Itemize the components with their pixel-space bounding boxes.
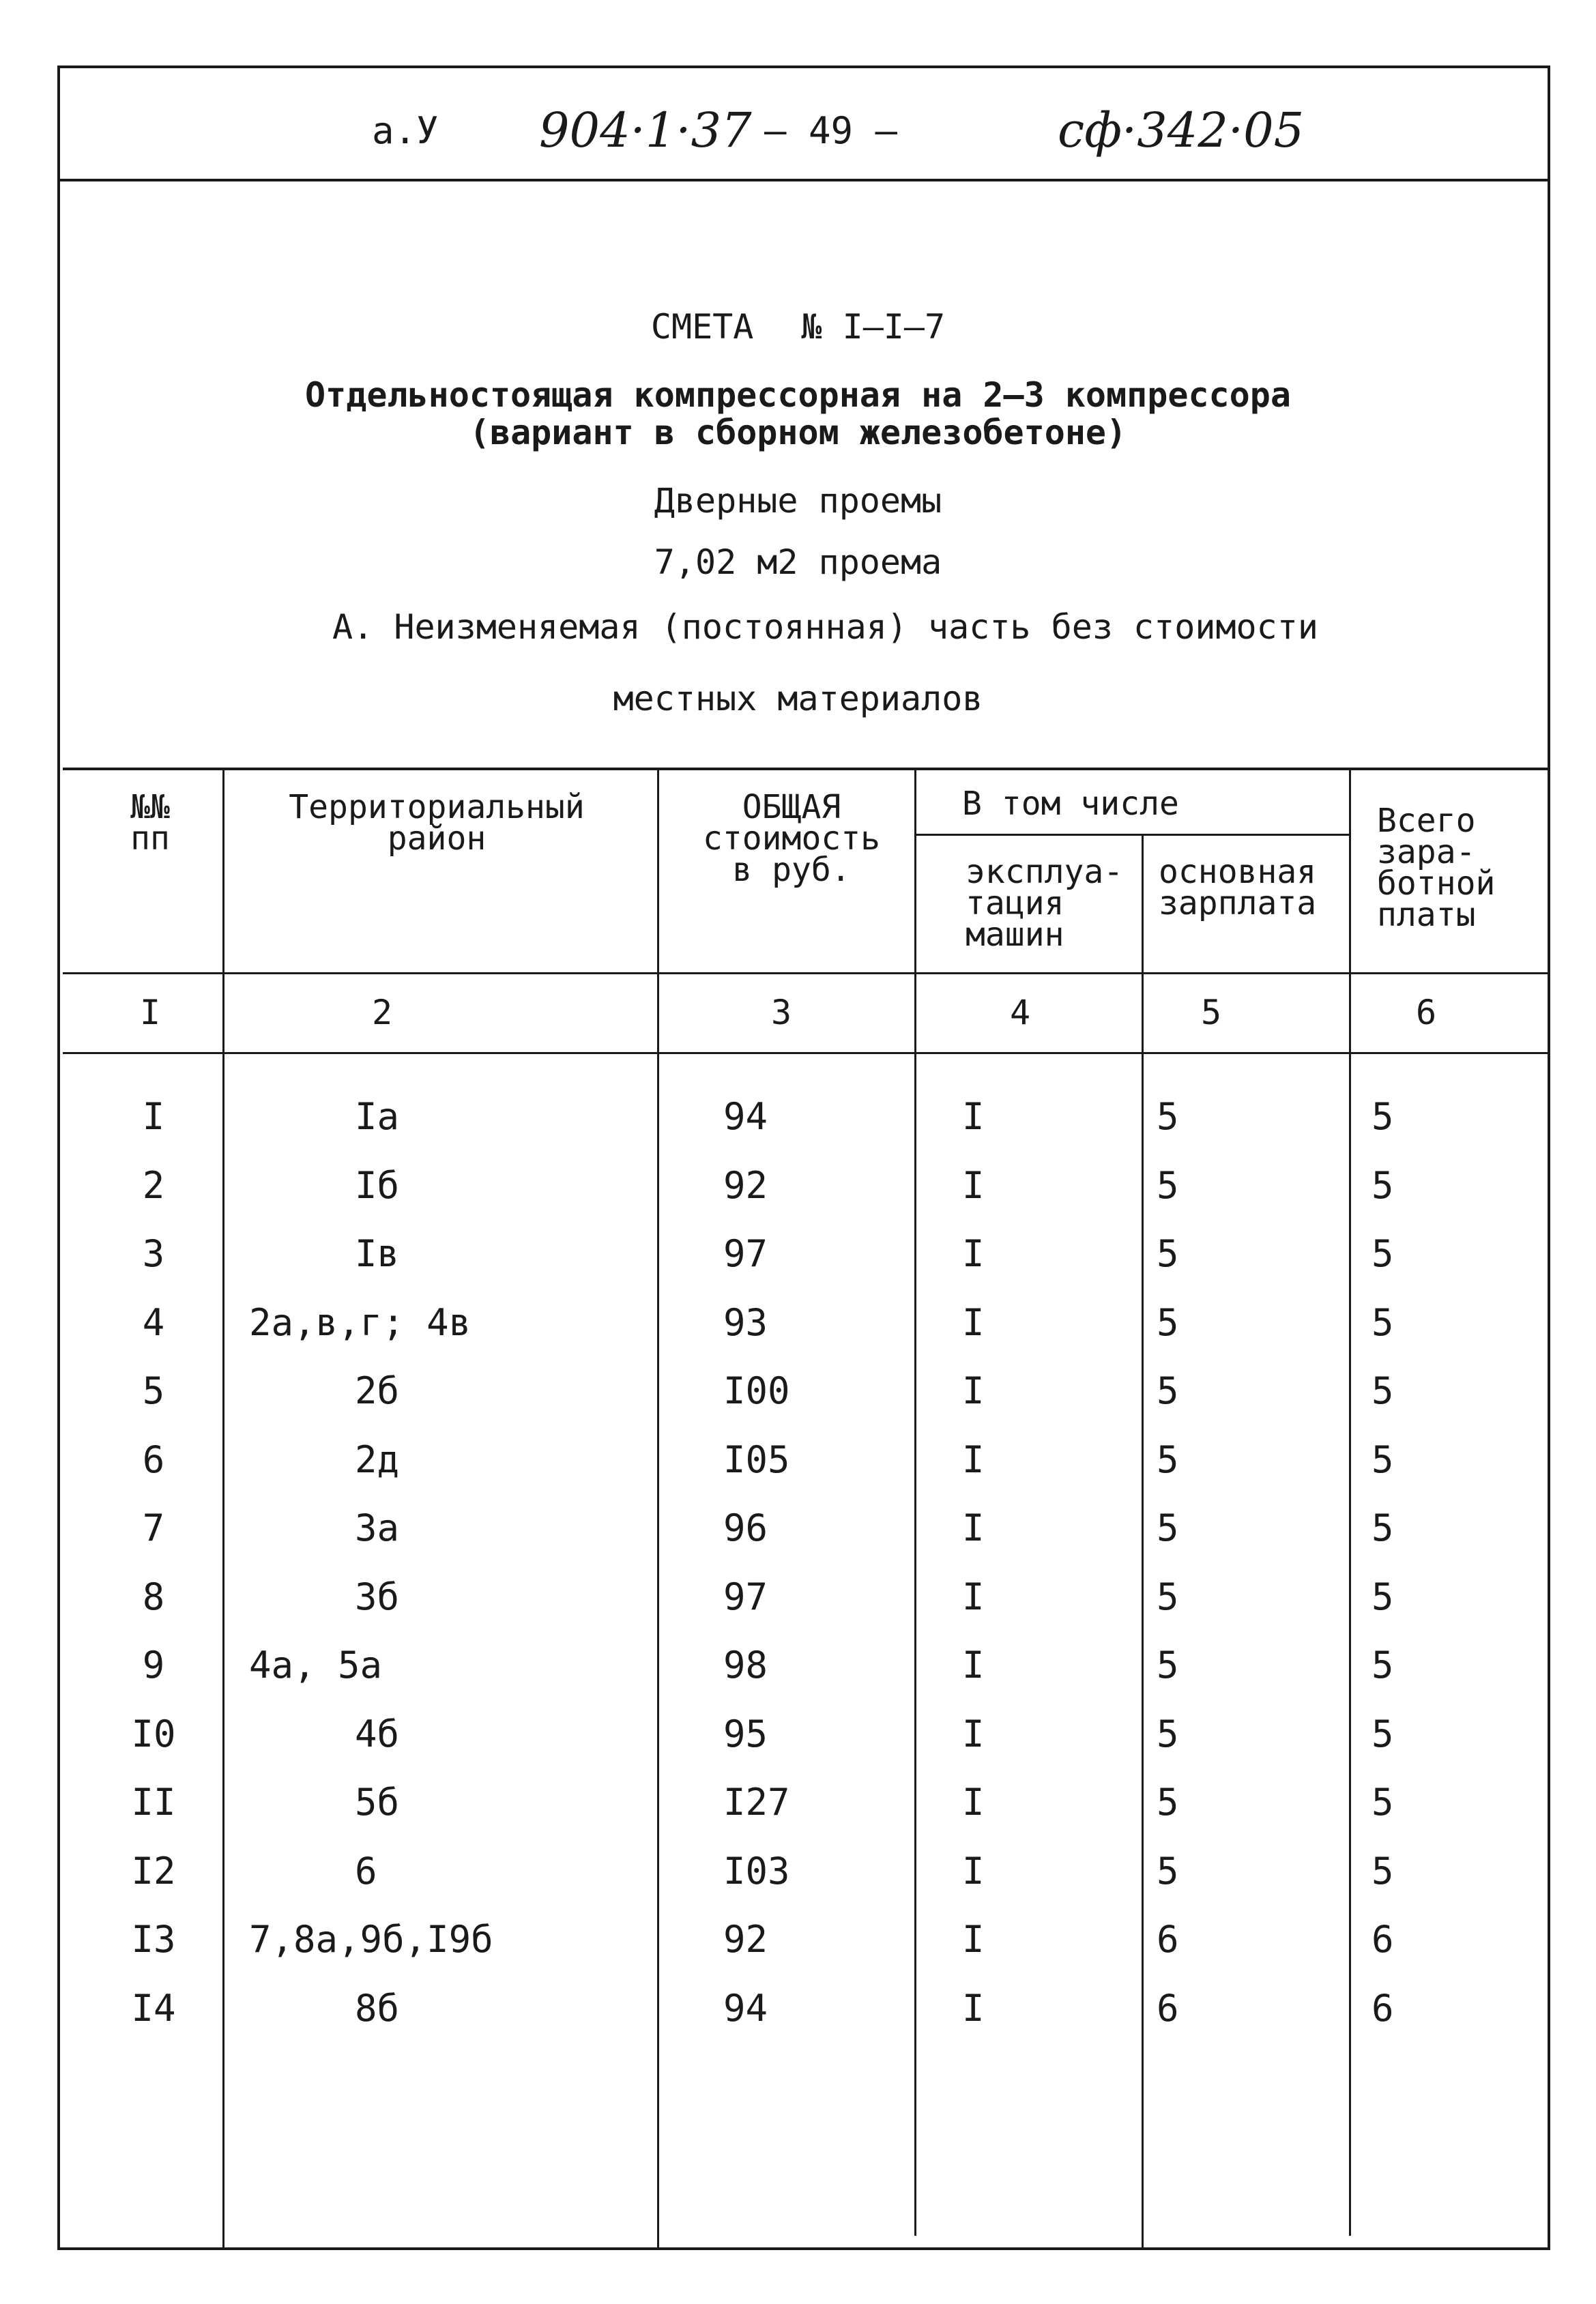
col-divider-4 [1142,834,1144,2250]
col-divider-5 [1349,769,1351,2236]
header-wage-line2: зарплата [1159,884,1317,922]
header-cost-line2: стоимость [702,819,881,858]
row-machines: I [962,1575,985,1618]
column-number-2: 2 [371,993,393,1032]
row-number: 4 [142,1301,165,1344]
row-cost: 95 [723,1712,768,1755]
row-cost: 94 [723,1987,768,2030]
document-code: сф·342·05 [1058,102,1305,158]
row-machines: I [962,1506,985,1549]
row-number: I [142,1095,165,1138]
row-number: 3 [142,1232,165,1275]
col-divider-3 [914,769,916,2236]
estimate-label: СМЕТА [650,307,754,347]
header-num-line1: №№ [130,788,170,826]
row-cost: 92 [723,1918,768,1961]
row-number: 8 [142,1575,165,1618]
row-region: 2б [355,1369,400,1412]
table-top-border [63,768,1550,770]
row-region: 4а, 5а [249,1644,383,1687]
header-total-line1: Всего [1377,802,1476,840]
header-wage-line1: основная [1159,853,1317,891]
header-total-line2: зара- [1377,833,1476,871]
header-region-line2: район [387,819,487,858]
header-cost-line1: ОБЩАЯ [742,788,841,826]
column-number-5: 5 [1200,993,1222,1032]
header-total-line4: платы [1377,896,1476,934]
row-cost: I03 [723,1850,790,1893]
row-machines: I [962,1369,985,1412]
row-number: 6 [142,1438,165,1481]
row-total-wage: 5 [1372,1781,1394,1824]
header-region-line1: Территориальный [289,788,585,826]
row-wage: 5 [1157,1232,1179,1275]
row-number: II [131,1781,176,1824]
row-wage: 5 [1157,1301,1179,1344]
object-line-1: Отдельностоящая компрессорная на 2–3 компрессора [305,375,1291,415]
row-wage: 5 [1157,1781,1179,1824]
row-number: I2 [131,1850,176,1893]
estimate-number: № I–I–7 [801,307,946,347]
row-region: 8б [355,1987,400,2030]
row-number: I4 [131,1987,176,2030]
estimate-title [0,307,1596,347]
column-number-4: 4 [1009,993,1031,1032]
row-cost: 92 [723,1164,768,1207]
header-including: В том числе [962,785,1179,823]
row-wage: 5 [1157,1095,1179,1138]
row-cost: 97 [723,1232,768,1275]
column-number-6: 6 [1415,993,1437,1032]
row-region: Iб [355,1164,400,1207]
row-number: I3 [131,1918,176,1961]
row-cost: 97 [723,1575,768,1618]
row-cost: 96 [723,1506,768,1549]
row-number: 5 [142,1369,165,1412]
header-machines-line3: машин [966,916,1064,954]
page-number: – 49 – [764,109,898,152]
row-cost: 98 [723,1644,768,1687]
row-machines: I [962,1164,985,1207]
row-region: 3б [355,1575,400,1618]
row-wage: 5 [1157,1644,1179,1687]
row-total-wage: 5 [1372,1438,1394,1481]
row-number: 7 [142,1506,165,1549]
row-machines: I [962,1918,985,1961]
row-region: 2д [355,1438,400,1481]
row-machines: I [962,1987,985,2030]
row-number: 2 [142,1164,165,1207]
row-total-wage: 5 [1372,1644,1394,1687]
row-wage: 6 [1157,1918,1179,1961]
part-line-1: А. Неизменяемая (постоянная) часть без стоимости [332,607,1318,647]
row-machines: I [962,1850,985,1893]
col-divider-2 [657,769,659,2250]
row-region: 6 [355,1850,377,1893]
row-total-wage: 5 [1372,1232,1394,1275]
row-cost: I00 [723,1369,790,1412]
row-wage: 5 [1157,1438,1179,1481]
col-divider-1 [222,769,224,2250]
header-wage [1159,853,1317,922]
row-wage: 5 [1157,1506,1179,1549]
row-cost: 94 [723,1095,768,1138]
row-region: 4б [355,1712,400,1755]
row-machines: I [962,1301,985,1344]
quantity-line: 7,02 м2 проема [654,542,942,582]
row-wage: 5 [1157,1850,1179,1893]
row-total-wage: 5 [1372,1712,1394,1755]
header-total-line3: ботной [1377,864,1496,903]
row-machines: I [962,1438,985,1481]
row-region: 2а,в,г; 4в [249,1301,471,1344]
row-number: I0 [131,1712,176,1755]
row-total-wage: 6 [1372,1987,1394,2030]
row-cost: I05 [723,1438,790,1481]
row-region: 7,8а,9б,I9б [249,1918,493,1961]
row-total-wage: 5 [1372,1369,1394,1412]
row-wage: 6 [1157,1987,1179,2030]
row-region: 5б [355,1781,400,1824]
row-wage: 5 [1157,1369,1179,1412]
row-region: 3а [355,1506,400,1549]
row-machines: I [962,1232,985,1275]
incl-divider [914,834,1351,836]
row-total-wage: 5 [1372,1095,1394,1138]
header-region [232,788,641,858]
part-line-2: местных материалов [613,679,983,718]
column-number-1: I [139,993,161,1032]
header-machines-line2: тация [966,884,1064,922]
row-total-wage: 6 [1372,1918,1394,1961]
header-num-line2: пп [130,819,170,858]
row-region: Iв [355,1232,400,1275]
series-label: а.У [372,109,439,152]
project-number: 904·1·37 [539,102,752,158]
row-machines: I [962,1644,985,1687]
header-total-wage [1377,802,1496,934]
row-number: 9 [142,1644,165,1687]
row-total-wage: 5 [1372,1506,1394,1549]
object-line-2: (вариант в сборном железобетоне) [469,413,1127,452]
row-machines: I [962,1095,985,1138]
row-total-wage: 5 [1372,1164,1394,1207]
row-wage: 5 [1157,1575,1179,1618]
row-total-wage: 5 [1372,1575,1394,1618]
header-machines-line1: эксплуа- [966,853,1124,891]
section-title: Дверные проемы [654,481,942,521]
header-num [116,788,184,858]
row-machines: I [962,1781,985,1824]
row-region: Iа [355,1095,400,1138]
header-divider [57,179,1550,181]
row-total-wage: 5 [1372,1850,1394,1893]
header-cost [676,788,908,889]
numbers-bottom-border [63,1052,1550,1054]
header-bottom-border [63,972,1550,974]
header-cost-line3: в руб. [732,851,851,889]
column-number-3: 3 [770,993,792,1032]
header-machines [966,853,1124,954]
row-cost: 93 [723,1301,768,1344]
row-total-wage: 5 [1372,1301,1394,1344]
row-machines: I [962,1712,985,1755]
row-cost: I27 [723,1781,790,1824]
row-wage: 5 [1157,1164,1179,1207]
row-wage: 5 [1157,1712,1179,1755]
